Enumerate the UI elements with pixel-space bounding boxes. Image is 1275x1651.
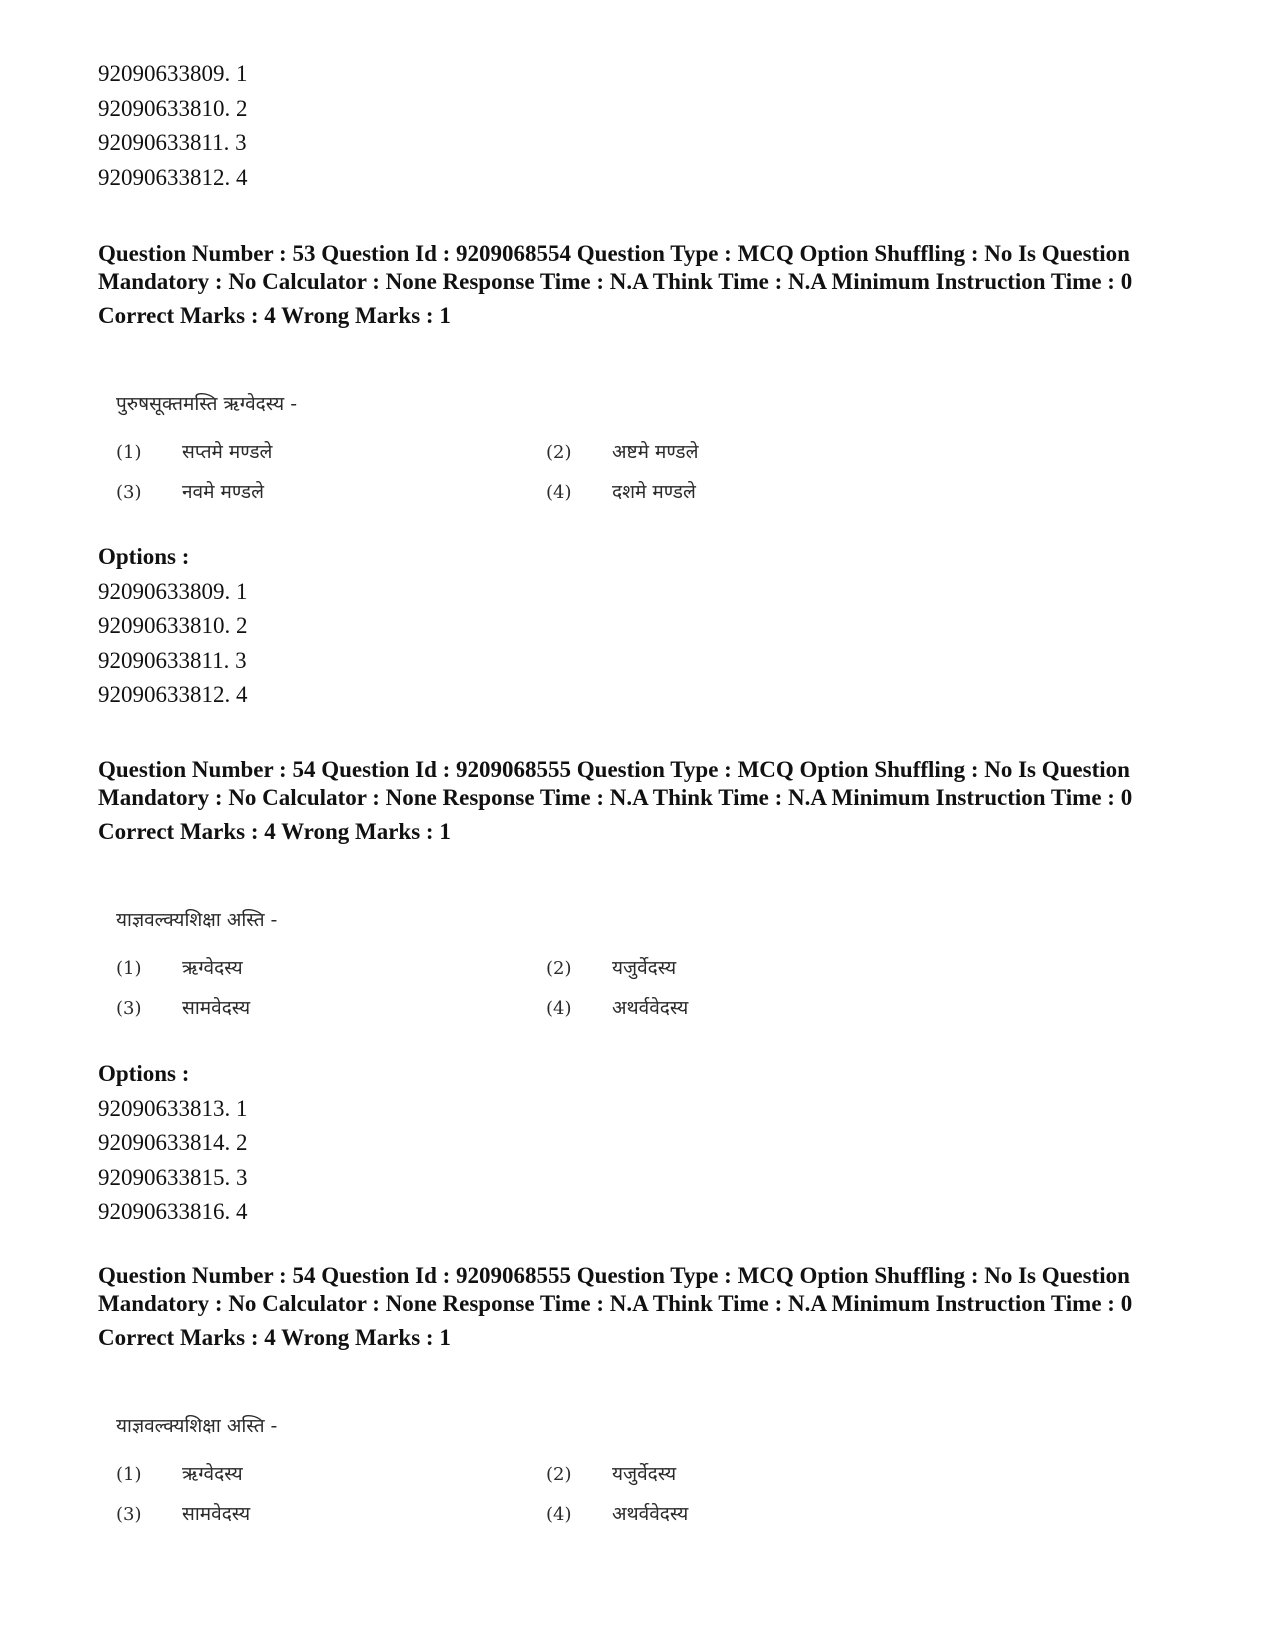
choice-number: (2) (546, 958, 572, 979)
choice-text: दशमे मण्डले (612, 481, 696, 503)
choice-4 (546, 478, 696, 504)
choice-text: सामवेदस्य (182, 1503, 251, 1525)
question-body-53 (98, 390, 718, 520)
choice-1 (116, 1460, 243, 1486)
question-marks: Correct Marks : 4 Wrong Marks : 1 (98, 819, 451, 844)
option-line: 92090633810. 2 (98, 613, 248, 638)
option-line: 92090633814. 2 (98, 1130, 248, 1155)
choice-3 (116, 994, 250, 1020)
choice-2 (546, 438, 698, 464)
choice-text: सामवेदस्य (182, 997, 251, 1019)
question-marks: Correct Marks : 4 Wrong Marks : 1 (98, 303, 451, 328)
option-line: 92090633812. 4 (98, 164, 248, 190)
choice-1 (116, 954, 243, 980)
option-line: 92090633810. 2 (98, 95, 248, 121)
question-header-54 (98, 756, 1188, 846)
choice-number: (1) (116, 958, 142, 979)
choice-4 (546, 994, 688, 1020)
choice-3 (116, 478, 264, 504)
choice-number: (4) (546, 998, 572, 1019)
choice-text: अथर्ववेदस्य (612, 997, 689, 1019)
option-line: 92090633815. 3 (98, 1164, 248, 1190)
option-line: 92090633809. 1 (98, 61, 248, 86)
choice-text: अथर्ववेदस्य (612, 1503, 689, 1525)
choice-text: ऋग्वेदस्य (182, 1463, 243, 1485)
question-text: पुरुषसूक्तमस्ति ऋग्वेदस्य - (116, 393, 298, 415)
question-meta: Question Number : 54 Question Id : 9209068555 Question Type : MCQ Option Shuffling : No Is Question Mandatory : No Calculator : None Response Time : N.A Think Time : N.A Minimum Instruction Time : 0 (98, 1263, 1133, 1316)
choice-4 (546, 1500, 688, 1526)
option-line: 92090633811. 3 (98, 130, 247, 155)
choice-number: (3) (116, 482, 142, 503)
choice-number: (4) (546, 1504, 572, 1525)
choice-2 (546, 1460, 676, 1486)
choice-text: सप्तमे मण्डले (182, 441, 273, 463)
question-marks: Correct Marks : 4 Wrong Marks : 1 (98, 1325, 451, 1350)
choice-1 (116, 438, 272, 464)
choice-text: यजुर्वेदस्य (612, 957, 677, 979)
question-text: याज्ञवल्क्यशिक्षा अस्ति - (116, 909, 278, 931)
question-header-53 (98, 240, 1188, 330)
options-heading: Options : (98, 1061, 190, 1086)
choice-number: (4) (546, 482, 572, 503)
choice-number: (2) (546, 442, 572, 463)
choice-number: (2) (546, 1464, 572, 1485)
choice-number: (1) (116, 1464, 142, 1485)
question-meta: Question Number : 53 Question Id : 9209068554 Question Type : MCQ Option Shuffling : No Is Question Mandatory : No Calculator : None Response Time : N.A Think Time : N.A Minimum Instruction Time : 0 (98, 241, 1133, 294)
options-heading: Options : (98, 544, 190, 569)
choice-2 (546, 954, 676, 980)
choice-3 (116, 1500, 250, 1526)
choice-number: (1) (116, 442, 142, 463)
option-line: 92090633813. 1 (98, 1095, 248, 1121)
option-line: 92090633816. 4 (98, 1199, 248, 1224)
options-list-54 (98, 1057, 248, 1230)
choice-number: (3) (116, 1504, 142, 1525)
choice-text: अष्टमे मण्डले (612, 441, 699, 463)
option-line: 92090633811. 3 (98, 647, 247, 673)
choice-text: नवमे मण्डले (182, 481, 264, 503)
option-line: 92090633809. 1 (98, 578, 248, 604)
question-meta: Question Number : 54 Question Id : 9209068555 Question Type : MCQ Option Shuffling : No Is Question Mandatory : No Calculator : None Response Time : N.A Think Time : N.A Minimum Instruction Time : 0 (98, 757, 1133, 810)
choice-text: ऋग्वेदस्य (182, 957, 243, 979)
choice-text: यजुर्वेदस्य (612, 1463, 677, 1485)
question-body-54-repeat (98, 1412, 718, 1542)
choice-number: (3) (116, 998, 142, 1019)
question-body-54 (98, 906, 718, 1036)
question-header-54-repeat (98, 1262, 1188, 1352)
options-list-53 (98, 540, 248, 713)
option-line: 92090633812. 4 (98, 682, 248, 707)
question-text: याज्ञवल्क्यशिक्षा अस्ति - (116, 1415, 278, 1437)
previous-options-list (98, 57, 248, 195)
